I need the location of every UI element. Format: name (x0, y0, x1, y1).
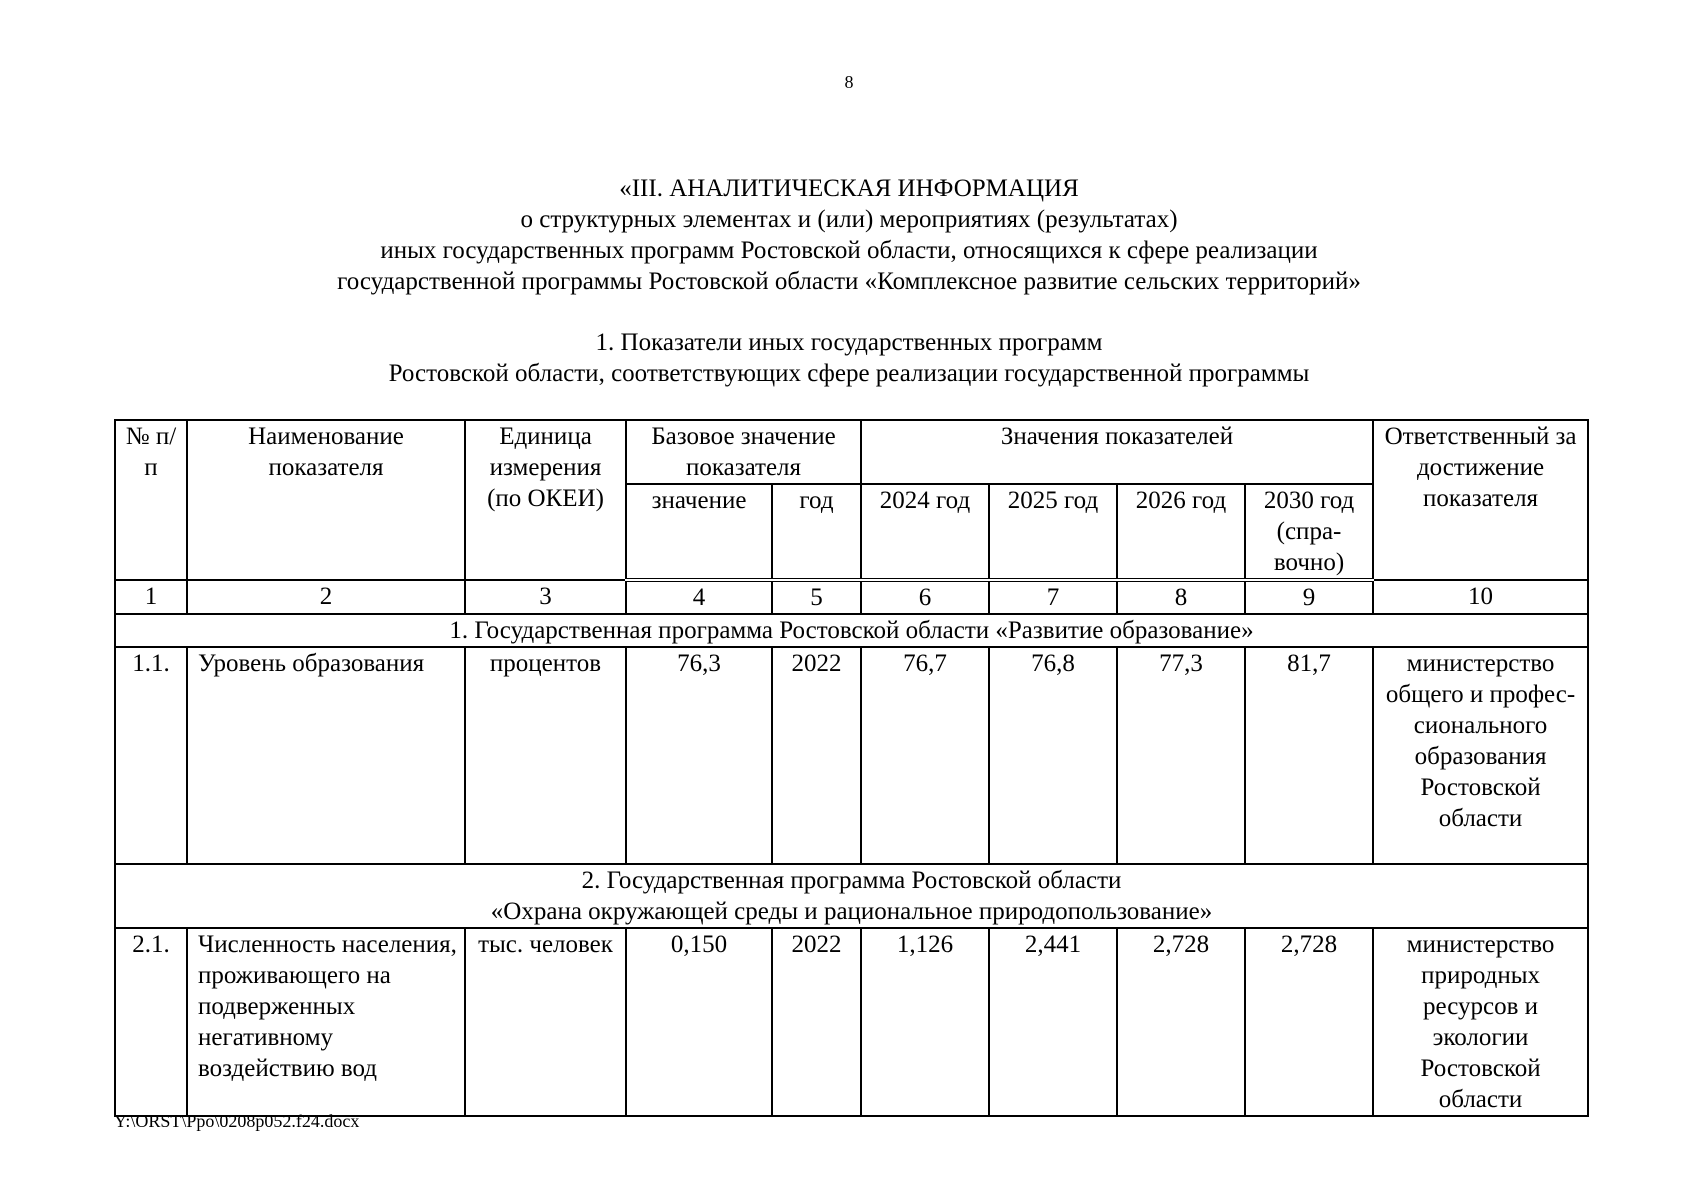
file-path: Y:\ORST\Ppo\0208p052.f24.docx (114, 1111, 360, 1131)
column-number: 6 (861, 580, 989, 614)
cell-base-year: 2022 (772, 928, 861, 1116)
table-row (115, 928, 1588, 1116)
column-number: 9 (1245, 580, 1373, 614)
indicators-table (114, 419, 1589, 1117)
subtitle-line: Ростовской области, соответствующих сфере реализации государственной программы (388, 360, 1310, 387)
section-subtitle (0, 327, 1698, 389)
cell-2024: 1,126 (861, 928, 989, 1116)
column-number: 10 (1373, 580, 1588, 614)
title-line: о структурных элементах и (или) мероприятиях (результатах) (520, 206, 1178, 233)
column-number-row (115, 580, 1588, 614)
cell-base-value: 76,3 (626, 647, 772, 864)
cell-base-value: 0,150 (626, 928, 772, 1116)
cell-responsible: министерство природных ресурсов и экологии Ростовской области (1373, 928, 1588, 1116)
subtitle-line: 1. Показатели иных государственных программ (595, 329, 1103, 356)
header-row (115, 420, 1588, 484)
page-number: 8 (844, 72, 854, 92)
cell-name: Численность населения, проживающего на подверженных негативному воздействию вод (187, 928, 465, 1116)
cell-unit: тыс. человек (465, 928, 626, 1116)
header-unit: Единица измерения (по ОКЕИ) (465, 420, 626, 580)
column-number: 4 (626, 580, 772, 614)
header-2024: 2024 год (861, 484, 989, 580)
header-base-year: год (772, 484, 861, 580)
header-base: Базовое значение показателя (626, 420, 861, 484)
cell-2025: 76,8 (989, 647, 1117, 864)
cell-2030: 81,7 (1245, 647, 1373, 864)
cell-num: 1.1. (115, 647, 187, 864)
column-number: 8 (1117, 580, 1245, 614)
cell-name: Уровень образования (187, 647, 465, 864)
section-title (115, 864, 1588, 928)
column-number: 7 (989, 580, 1117, 614)
cell-2026: 77,3 (1117, 647, 1245, 864)
document-title (0, 173, 1698, 297)
header-2026: 2026 год (1117, 484, 1245, 580)
cell-2026: 2,728 (1117, 928, 1245, 1116)
column-number: 1 (115, 580, 187, 614)
cell-base-year: 2022 (772, 647, 861, 864)
title-line: иных государственных программ Ростовской области, относящихся к сфере реализации (380, 237, 1318, 264)
title-line: государственной программы Ростовской области «Комплексное развитие сельских территорий» (337, 268, 1361, 295)
header-base-value: значение (626, 484, 772, 580)
column-number: 5 (772, 580, 861, 614)
cell-2030: 2,728 (1245, 928, 1373, 1116)
cell-num: 2.1. (115, 928, 187, 1116)
cell-responsible: министерство общего и профес-сионального образования Ростовской области (1373, 647, 1588, 864)
header-num: № п/п (115, 420, 187, 580)
section-row (115, 864, 1588, 928)
header-name: Наименование показателя (187, 420, 465, 580)
cell-2024: 76,7 (861, 647, 989, 864)
header-responsible: Ответственный за достижение показателя (1373, 420, 1588, 580)
cell-2025: 2,441 (989, 928, 1117, 1116)
cell-unit: процентов (465, 647, 626, 864)
section-title: 1. Государственная программа Ростовской области «Развитие образование» (115, 614, 1588, 647)
header-2025: 2025 год (989, 484, 1117, 580)
section-row (115, 614, 1588, 647)
section-title-line: «Охрана окружающей среды и рациональное природопользование» (490, 898, 1213, 925)
title-line: «III. АНАЛИТИЧЕСКАЯ ИНФОРМАЦИЯ (619, 175, 1079, 202)
column-number: 2 (187, 580, 465, 614)
header-2030: 2030 год (спра-вочно) (1245, 484, 1373, 580)
header-values: Значения показателей (861, 420, 1373, 484)
section-title-line: 2. Государственная программа Ростовской области (581, 867, 1122, 894)
column-number: 3 (465, 580, 626, 614)
table-row (115, 647, 1588, 864)
